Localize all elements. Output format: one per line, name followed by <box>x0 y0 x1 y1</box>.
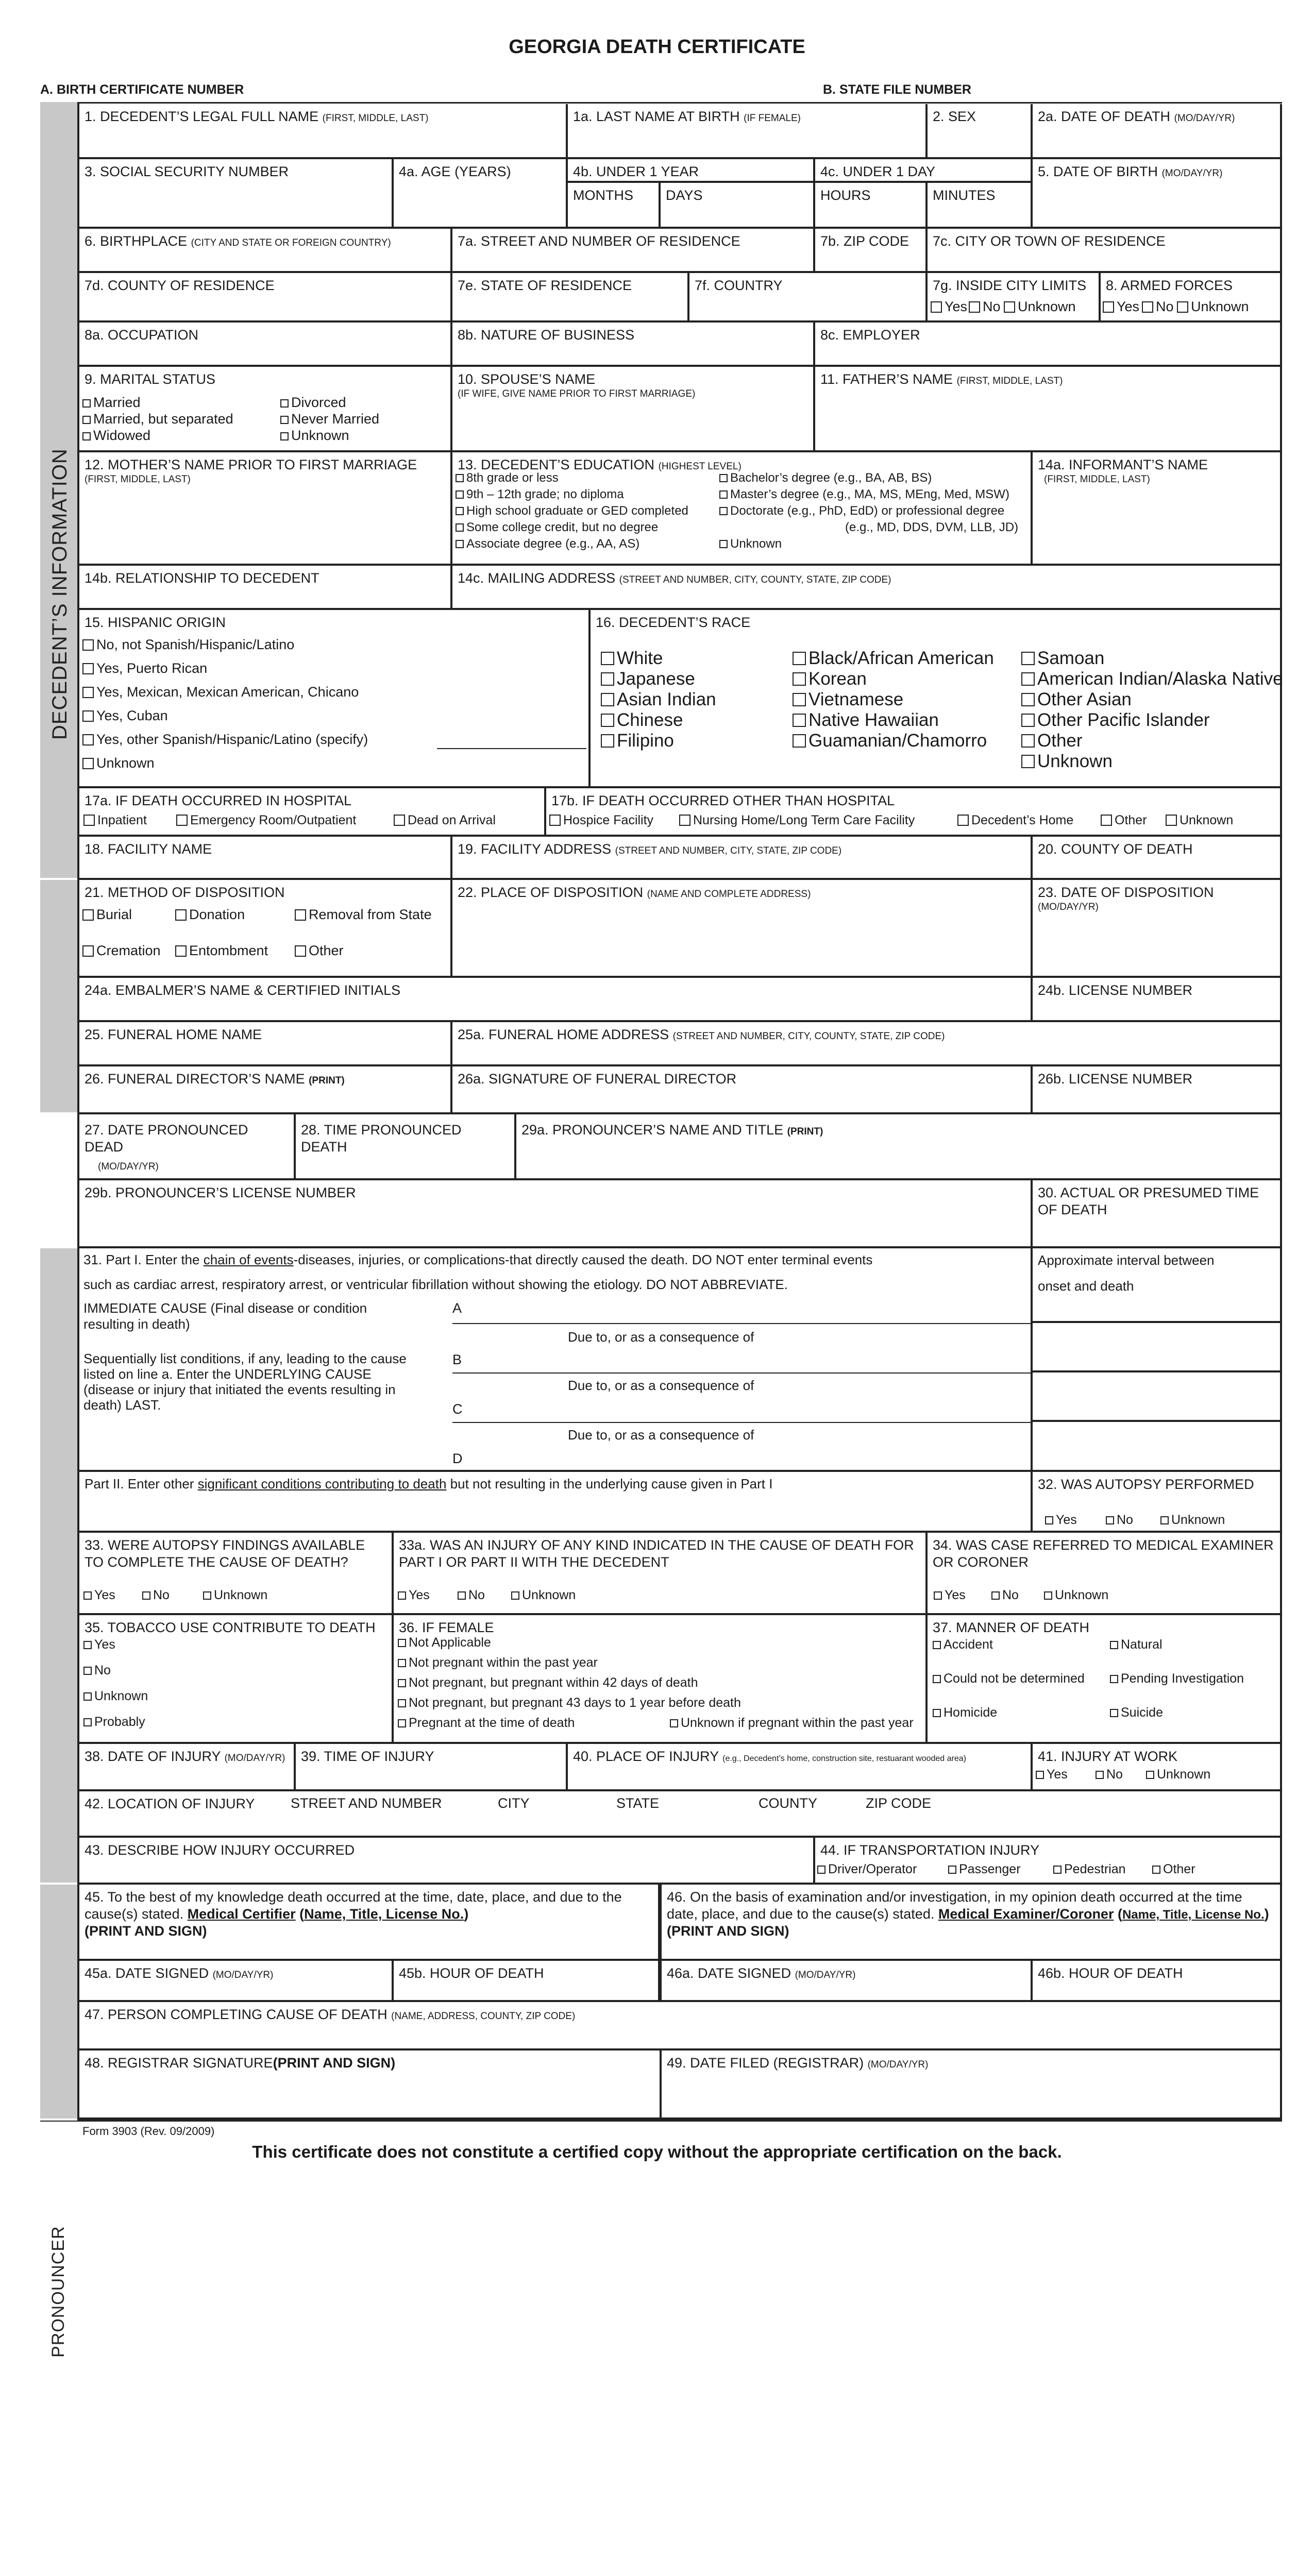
autopsy-unknown[interactable]: Unknown <box>1160 1513 1225 1528</box>
field-13-education: 13. DECEDENT’S EDUCATION (HIGHEST LEVEL) <box>452 452 1033 566</box>
female-pregnant-43-days[interactable]: Not pregnant, but pregnant 43 days to 1 year before death <box>398 1696 741 1710</box>
field-35-tobacco: 35. TOBACCO USE CONTRIBUTE TO DEATH <box>79 1615 394 1744</box>
other-other[interactable]: Other <box>1101 813 1147 828</box>
field-11-father-name[interactable]: 11. FATHER’S NAME (FIRST, MIDDLE, LAST) <box>815 367 1282 452</box>
interval-c[interactable] <box>1033 1422 1282 1472</box>
line-a-label: A <box>452 1300 462 1316</box>
location-zip-label: ZIP CODE <box>866 1795 932 1811</box>
section-bar-disposition <box>40 880 77 1114</box>
education-high-school[interactable]: High school graduate or GED completed <box>456 504 688 518</box>
field-47-person-completing[interactable]: 47. PERSON COMPLETING CAUSE OF DEATH (NAME, ADDRESS, COUNTY, ZIP CODE) <box>79 2002 1282 2050</box>
city-limits-yes[interactable]: Yes <box>931 299 967 315</box>
field-12-mother-name[interactable]: 12. MOTHER’S NAME PRIOR TO FIRST MARRIAGE (FIRST, MIDDLE, LAST) <box>79 452 452 566</box>
education-unknown[interactable]: Unknown <box>719 537 782 551</box>
line-b[interactable] <box>452 1372 1033 1374</box>
line-a[interactable] <box>452 1323 1033 1324</box>
female-not-pregnant-year[interactable]: Not pregnant within the past year <box>398 1655 598 1670</box>
location-street-label: STREET AND NUMBER <box>291 1795 442 1811</box>
field-4b-under-1-year: 4b. UNDER 1 YEAR <box>568 159 815 183</box>
race-filipino[interactable]: Filipino <box>601 731 674 751</box>
state-file-number-label: B. STATE FILE NUMBER <box>823 82 971 97</box>
education-9-12-grade[interactable]: 9th – 12th grade; no diploma <box>456 487 624 502</box>
hospital-er-outpatient[interactable]: Emergency Room/Outpatient <box>176 813 356 828</box>
immediate-cause-label: IMMEDIATE CAUSE (Final disease or condition resulting in death) <box>83 1300 367 1332</box>
injury-indicated-unknown[interactable]: Unknown <box>511 1588 576 1603</box>
field-25a-funeral-home-address[interactable]: 25a. FUNERAL HOME ADDRESS (STREET AND NUMBER, CITY, COUNTY, STATE, ZIP CODE) <box>452 1022 1282 1066</box>
education-some-college[interactable]: Some college credit, but no degree <box>456 520 658 535</box>
field-21-method-disposition: 21. METHOD OF DISPOSITION <box>79 880 452 978</box>
field-10-spouse-name[interactable]: 10. SPOUSE’S NAME (IF WIFE, GIVE NAME PRIOR TO FIRST MARRIAGE) <box>452 367 815 452</box>
line-b-label: B <box>452 1352 462 1367</box>
disposition-other[interactable]: Other <box>295 943 344 959</box>
birth-certificate-number-label: A. BIRTH CERTIFICATE NUMBER <box>40 82 244 97</box>
marital-married-separated[interactable]: Married, but separated <box>82 411 233 427</box>
findings-no[interactable]: No <box>142 1588 170 1603</box>
marital-married[interactable]: Married <box>82 395 141 411</box>
field-39-time-of-injury[interactable]: 39. TIME OF INJURY <box>296 1744 568 1791</box>
race-japanese[interactable]: Japanese <box>601 669 695 689</box>
race-other[interactable]: Other <box>1021 731 1083 751</box>
field-2a-date-of-death[interactable]: 2a. DATE OF DEATH (MO/DAY/YR) <box>1033 104 1282 159</box>
manner-suicide[interactable]: Suicide <box>1110 1705 1163 1720</box>
race-vietnamese[interactable]: Vietnamese <box>793 689 903 710</box>
section-bar-decedent: DECEDENT’S INFORMATION <box>40 102 77 880</box>
field-17b-other-than-hospital: 17b. IF DEATH OCCURRED OTHER THAN HOSPITAL <box>546 788 1282 837</box>
field-17a-hospital: 17a. IF DEATH OCCURRED IN HOSPITAL <box>79 788 546 837</box>
race-american-indian[interactable]: American Indian/Alaska Native <box>1021 669 1283 689</box>
other-decedent-home[interactable]: Decedent’s Home <box>957 813 1073 828</box>
field-8c-employer[interactable]: 8c. EMPLOYER <box>815 323 1282 367</box>
field-1a-last-name-at-birth[interactable]: 1a. LAST NAME AT BIRTH (IF FEMALE) <box>568 104 928 159</box>
field-29b-pronouncer-license[interactable]: 29b. PRONOUNCER’S LICENSE NUMBER <box>79 1180 1033 1248</box>
line-d-label: D <box>452 1451 463 1466</box>
field-18-facility-name[interactable]: 18. FACILITY NAME <box>79 837 452 880</box>
transport-pedestrian[interactable]: Pedestrian <box>1053 1862 1126 1877</box>
field-37-manner-of-death: 37. MANNER OF DEATH <box>928 1615 1282 1744</box>
manner-natural[interactable]: Natural <box>1110 1637 1163 1652</box>
disposition-removal[interactable]: Removal from State <box>295 907 432 923</box>
work-unknown[interactable]: Unknown <box>1146 1767 1210 1782</box>
manner-pending[interactable]: Pending Investigation <box>1110 1671 1244 1686</box>
field-42-location-of-injury[interactable]: 42. LOCATION OF INJURY <box>79 1791 1282 1838</box>
field-26-funeral-director[interactable]: 26. FUNERAL DIRECTOR’S NAME (PRINT) <box>79 1066 452 1114</box>
field-26a-signature[interactable]: 26a. SIGNATURE OF FUNERAL DIRECTOR <box>452 1066 1033 1114</box>
field-34-medical-examiner: 34. WAS CASE REFERRED TO MEDICAL EXAMINER OR CORONER <box>928 1533 1282 1615</box>
field-40-place-of-injury[interactable]: 40. PLACE OF INJURY (e.g., Decedent’s home, construction site, restuarant wooded area) <box>568 1744 1033 1791</box>
field-14c-mailing-address[interactable]: 14c. MAILING ADDRESS (STREET AND NUMBER, CITY, COUNTY, STATE, ZIP CODE) <box>452 566 1282 610</box>
top-border <box>77 102 1282 104</box>
field-45b-hour-of-death[interactable]: 45b. HOUR OF DEATH <box>394 1961 662 2002</box>
bottom-border <box>40 2120 1282 2122</box>
education-doctorate-examples: (e.g., MD, DDS, DVM, LLB, JD) <box>845 520 1019 534</box>
work-no[interactable]: No <box>1096 1767 1123 1782</box>
tobacco-unknown[interactable]: Unknown <box>83 1689 148 1704</box>
race-unknown[interactable]: Unknown <box>1021 751 1113 772</box>
field-4c-minutes[interactable]: MINUTES <box>928 183 1033 229</box>
hispanic-unknown[interactable]: Unknown <box>82 755 155 771</box>
field-3-ssn[interactable]: 3. SOCIAL SECURITY NUMBER <box>79 159 394 229</box>
field-24a-embalmer[interactable]: 24a. EMBALMER’S NAME & CERTIFIED INITIALS <box>79 978 1033 1022</box>
field-32-autopsy: 32. WAS AUTOPSY PERFORMED <box>1033 1472 1282 1533</box>
section-bar-pronouncer: PRONOUNCER <box>40 1114 77 1248</box>
tobacco-probably[interactable]: Probably <box>83 1715 145 1730</box>
armed-forces-yes[interactable]: Yes <box>1103 299 1139 315</box>
field-24b-license[interactable]: 24b. LICENSE NUMBER <box>1033 978 1282 1022</box>
due-to-a: Due to, or as a consequence of <box>568 1329 754 1345</box>
education-bachelor[interactable]: Bachelor’s degree (e.g., BA, AB, BS) <box>719 471 932 485</box>
interval-header: Approximate interval between onset and death <box>1033 1248 1282 1323</box>
field-7f-country[interactable]: 7f. COUNTRY <box>689 273 928 323</box>
field-27-date-pronounced[interactable]: 27. DATE PRONOUNCED DEAD (MO/DAY/YR) <box>79 1114 296 1180</box>
education-doctorate[interactable]: Doctorate (e.g., PhD, EdD) or professional degree <box>719 504 1004 518</box>
field-43-how-injury-occurred[interactable]: 43. DESCRIBE HOW INJURY OCCURRED <box>79 1838 815 1885</box>
line-c[interactable] <box>452 1422 1033 1423</box>
autopsy-no[interactable]: No <box>1106 1513 1133 1528</box>
field-23-date-disposition[interactable]: 23. DATE OF DISPOSITION (MO/DAY/YR) <box>1033 880 1282 978</box>
hispanic-no[interactable]: No, not Spanish/Hispanic/Latino <box>82 637 294 653</box>
field-4c-under-1-day: 4c. UNDER 1 DAY <box>815 159 1033 183</box>
form-number: Form 3903 (Rev. 09/2009) <box>82 2125 215 2138</box>
education-master[interactable]: Master’s degree (e.g., MA, MS, MEng, Med, MSW) <box>719 487 1009 502</box>
female-not-applicable[interactable]: Not Applicable <box>398 1635 491 1650</box>
field-45-medical-certifier[interactable]: 45. To the best of my knowledge death occurred at the time, date, place, and due to the cause(s) stated. Medical Certifier (Name, Title, License No.) (PRINT AND SIGN) <box>79 1885 662 1961</box>
hospital-inpatient[interactable]: Inpatient <box>83 813 147 828</box>
field-48-registrar-signature[interactable]: 48. REGISTRAR SIGNATURE(PRINT AND SIGN) <box>79 2050 662 2120</box>
field-8b-nature-of-business[interactable]: 8b. NATURE OF BUSINESS <box>452 323 815 367</box>
field-5-date-of-birth[interactable]: 5. DATE OF BIRTH (MO/DAY/YR) <box>1033 159 1282 229</box>
field-9-marital-status: 9. MARITAL STATUS <box>79 367 452 452</box>
hispanic-puerto-rican[interactable]: Yes, Puerto Rican <box>82 660 207 676</box>
field-4b-months[interactable]: MONTHS <box>568 183 661 229</box>
field-6-birthplace[interactable]: 6. BIRTHPLACE (CITY AND STATE OR FOREIGN COUNTRY) <box>79 229 452 273</box>
hispanic-other-specify[interactable]: Yes, other Spanish/Hispanic/Latino (specify) <box>82 732 368 748</box>
manner-homicide[interactable]: Homicide <box>933 1705 997 1720</box>
certificate-title: GEORGIA DEATH CERTIFICATE <box>509 36 805 58</box>
disposition-donation[interactable]: Donation <box>175 907 245 923</box>
field-7d-county[interactable]: 7d. COUNTY OF RESIDENCE <box>79 273 452 323</box>
race-other-asian[interactable]: Other Asian <box>1021 689 1132 710</box>
tobacco-yes[interactable]: Yes <box>83 1637 115 1652</box>
field-7e-state[interactable]: 7e. STATE OF RESIDENCE <box>452 273 689 323</box>
findings-yes[interactable]: Yes <box>83 1588 115 1603</box>
field-4a-age[interactable]: 4a. AGE (YEARS) <box>394 159 568 229</box>
other-hospice[interactable]: Hospice Facility <box>549 813 653 828</box>
line-c-label: C <box>452 1401 463 1417</box>
marital-never-married[interactable]: Never Married <box>280 411 379 427</box>
marital-divorced[interactable]: Divorced <box>280 395 346 411</box>
race-other-pacific[interactable]: Other Pacific Islander <box>1021 710 1210 731</box>
field-7c-city[interactable]: 7c. CITY OR TOWN OF RESIDENCE <box>928 229 1282 273</box>
location-county-label: COUNTY <box>759 1795 817 1811</box>
female-unknown-pregnant[interactable]: Unknown if pregnant within the past year <box>670 1716 914 1731</box>
due-to-b: Due to, or as a consequence of <box>568 1378 754 1393</box>
field-46a-date-signed[interactable]: 46a. DATE SIGNED (MO/DAY/YR) <box>662 1961 1033 2002</box>
field-7a-street[interactable]: 7a. STREET AND NUMBER OF RESIDENCE <box>452 229 815 273</box>
section-bar-cause <box>40 1248 77 1885</box>
education-associate[interactable]: Associate degree (e.g., AA, AS) <box>456 537 639 551</box>
field-22-place-disposition[interactable]: 22. PLACE OF DISPOSITION (NAME AND COMPLETE ADDRESS) <box>452 880 1033 978</box>
field-41-injury-at-work: 41. INJURY AT WORK <box>1033 1744 1282 1791</box>
sequential-conditions-label: Sequentially list conditions, if any, leading to the cause listed on line a. Enter the UNDERLYING CAUSE (disease or injury that initiated the events resulting in death) LAST. <box>83 1351 407 1413</box>
race-korean[interactable]: Korean <box>793 669 867 689</box>
field-20-county-of-death[interactable]: 20. COUNTY OF DEATH <box>1033 837 1282 880</box>
field-7b-zip[interactable]: 7b. ZIP CODE <box>815 229 928 273</box>
armed-forces-no[interactable]: No <box>1142 299 1174 315</box>
field-31-part-2[interactable]: Part II. Enter other significant conditions contributing to death but not resulting in the underlying cause given in Part I <box>79 1472 1033 1533</box>
manner-undetermined[interactable]: Could not be determined <box>933 1671 1085 1686</box>
transport-passenger[interactable]: Passenger <box>948 1862 1021 1877</box>
field-2-sex[interactable]: 2. SEX <box>928 104 1033 159</box>
section-bar-certification <box>40 1885 77 2121</box>
race-guamanian[interactable]: Guamanian/Chamorro <box>793 731 987 751</box>
female-pregnant-42-days[interactable]: Not pregnant, but pregnant within 42 days of death <box>398 1675 698 1690</box>
field-49-date-filed[interactable]: 49. DATE FILED (REGISTRAR) (MO/DAY/YR) <box>662 2050 1282 2120</box>
field-45a-date-signed[interactable]: 45a. DATE SIGNED (MO/DAY/YR) <box>79 1961 394 2002</box>
injury-indicated-no[interactable]: No <box>458 1588 485 1603</box>
part1-instructions-line2: such as cardiac arrest, respiratory arrest, or ventricular fibrillation without showing the etiology. DO NOT ABBREVIATE. <box>83 1277 788 1292</box>
injury-indicated-yes[interactable]: Yes <box>398 1588 430 1603</box>
field-30-time-of-death[interactable]: 30. ACTUAL OR PRESUMED TIME OF DEATH <box>1033 1180 1282 1248</box>
me-unknown[interactable]: Unknown <box>1044 1588 1108 1603</box>
race-samoan[interactable]: Samoan <box>1021 648 1104 669</box>
field-8a-occupation[interactable]: 8a. OCCUPATION <box>79 323 452 367</box>
city-limits-no[interactable]: No <box>969 299 1001 315</box>
race-white[interactable]: White <box>601 648 663 669</box>
field-1-legal-name[interactable]: 1. DECEDENT’S LEGAL FULL NAME (FIRST, MIDDLE, LAST) <box>79 104 568 159</box>
field-16-race: 16. DECEDENT’S RACE <box>591 610 1282 788</box>
marital-unknown[interactable]: Unknown <box>280 428 349 444</box>
me-no[interactable]: No <box>991 1588 1019 1603</box>
marital-widowed[interactable]: Widowed <box>82 428 150 444</box>
other-nursing-home[interactable]: Nursing Home/Long Term Care Facility <box>679 813 915 828</box>
field-46b-hour-of-death[interactable]: 46b. HOUR OF DEATH <box>1033 1961 1282 2002</box>
armed-forces-unknown[interactable]: Unknown <box>1177 299 1249 315</box>
transport-driver[interactable]: Driver/Operator <box>817 1862 917 1877</box>
location-city-label: CITY <box>498 1795 530 1811</box>
field-14b-relationship[interactable]: 14b. RELATIONSHIP TO DECEDENT <box>79 566 452 610</box>
location-state-label: STATE <box>616 1795 660 1811</box>
city-limits-unknown[interactable]: Unknown <box>1004 299 1076 315</box>
hispanic-mexican[interactable]: Yes, Mexican, Mexican American, Chicano <box>82 684 359 700</box>
field-46-medical-examiner[interactable]: 46. On the basis of examination and/or investigation, in my opinion death occurred at the time date, place, and due to the cause(s) stated. Medical Examiner/Coroner (Name, Title, License No.) (PRINT AND SIGN) <box>662 1885 1282 1961</box>
education-8th-grade[interactable]: 8th grade or less <box>456 471 559 485</box>
field-8-armed-forces: 8. ARMED FORCES <box>1101 273 1282 323</box>
field-33-autopsy-findings: 33. WERE AUTOPSY FINDINGS AVAILABLE TO COMPLETE THE CAUSE OF DEATH? <box>79 1533 394 1615</box>
field-44-transportation: 44. IF TRANSPORTATION INJURY <box>815 1838 1282 1885</box>
field-19-facility-address[interactable]: 19. FACILITY ADDRESS (STREET AND NUMBER, CITY, STATE, ZIP CODE) <box>452 837 1033 880</box>
me-yes[interactable]: Yes <box>934 1588 966 1603</box>
interval-a[interactable] <box>1033 1323 1282 1372</box>
race-native-hawaiian[interactable]: Native Hawaiian <box>793 710 939 731</box>
autopsy-yes[interactable]: Yes <box>1045 1513 1077 1528</box>
field-25-funeral-home[interactable]: 25. FUNERAL HOME NAME <box>79 1022 452 1066</box>
work-yes[interactable]: Yes <box>1036 1767 1068 1782</box>
race-asian-indian[interactable]: Asian Indian <box>601 689 716 710</box>
disposition-burial[interactable]: Burial <box>82 907 132 923</box>
race-black[interactable]: Black/African American <box>793 648 994 669</box>
findings-unknown[interactable]: Unknown <box>203 1588 267 1603</box>
manner-accident[interactable]: Accident <box>933 1637 993 1652</box>
hispanic-specify-line[interactable] <box>437 748 586 749</box>
hispanic-cuban[interactable]: Yes, Cuban <box>82 708 168 724</box>
other-unknown[interactable]: Unknown <box>1166 813 1233 828</box>
tobacco-no[interactable]: No <box>83 1663 111 1678</box>
female-pregnant-now[interactable]: Pregnant at the time of death <box>398 1716 575 1731</box>
field-15-hispanic-origin: 15. HISPANIC ORIGIN <box>79 610 591 788</box>
field-4c-hours[interactable]: HOURS <box>815 183 928 229</box>
part1-instructions-line1: 31. Part I. Enter the chain of events-diseases, injuries, or complications-that directly caused the death. DO NOT enter terminal events <box>83 1252 873 1267</box>
field-7g-inside-city-limits: 7g. INSIDE CITY LIMITS <box>928 273 1101 323</box>
field-4b-days[interactable]: DAYS <box>661 183 815 229</box>
field-38-date-of-injury[interactable]: 38. DATE OF INJURY (MO/DAY/YR) <box>79 1744 296 1791</box>
field-26b-license[interactable]: 26b. LICENSE NUMBER <box>1033 1066 1282 1114</box>
disposition-cremation[interactable]: Cremation <box>82 943 161 959</box>
field-36-if-female: 36. IF FEMALE <box>394 1615 928 1744</box>
certificate-notice: This certificate does not constitute a certified copy without the appropriate certification on the back. <box>252 2142 1062 2161</box>
field-14a-informant-name[interactable]: 14a. INFORMANT’S NAME (FIRST, MIDDLE, LAST) <box>1033 452 1282 566</box>
hospital-doa[interactable]: Dead on Arrival <box>394 813 496 828</box>
due-to-c: Due to, or as a consequence of <box>568 1427 754 1443</box>
disposition-entombment[interactable]: Entombment <box>175 943 268 959</box>
field-33a-injury-indicated: 33a. WAS AN INJURY OF ANY KIND INDICATED IN THE CAUSE OF DEATH FOR PART I OR PART II WITH THE DECEDENT <box>394 1533 928 1615</box>
field-28-time-pronounced[interactable]: 28. TIME PRONOUNCED DEATH <box>296 1114 516 1180</box>
field-29a-pronouncer-name[interactable]: 29a. PRONOUNCER’S NAME AND TITLE (PRINT) <box>516 1114 1282 1180</box>
race-chinese[interactable]: Chinese <box>601 710 683 731</box>
transport-other[interactable]: Other <box>1152 1862 1195 1877</box>
interval-b[interactable] <box>1033 1372 1282 1422</box>
